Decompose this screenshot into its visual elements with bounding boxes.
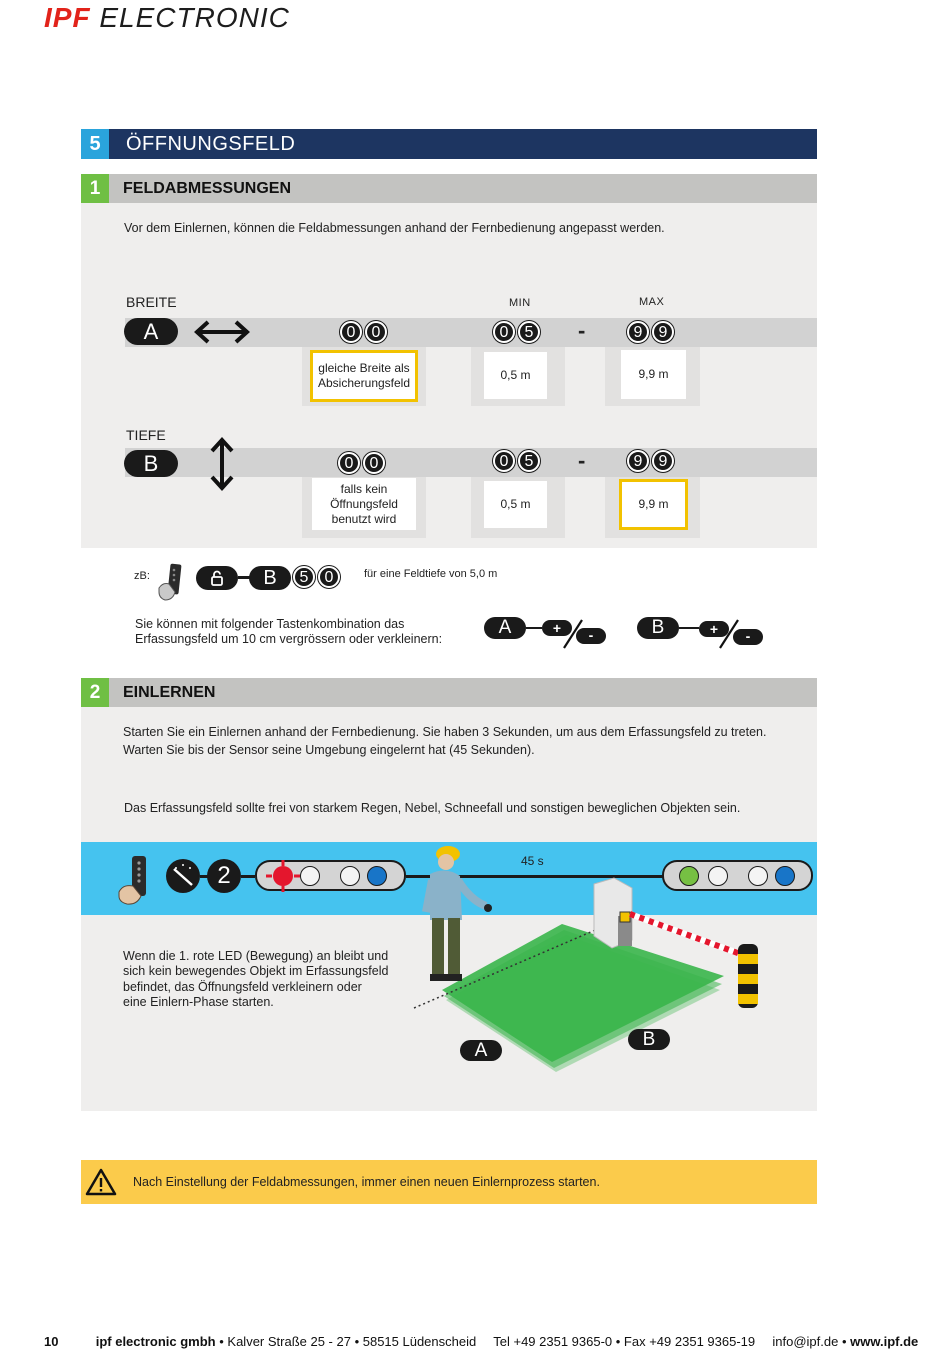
footer-phone: Tel +49 2351 9365-0 • Fax +49 2351 9365-19	[493, 1334, 756, 1349]
remote-control-icon	[117, 854, 155, 906]
unlock-key	[196, 566, 238, 590]
digit-key: 0	[493, 321, 515, 343]
range-dash: -	[578, 318, 586, 343]
tiefe-label: TIEFE	[126, 427, 166, 443]
note-line3: befindet, das Öffnungsfeld verkleinern oder	[123, 980, 362, 994]
combo-plus-key: +	[699, 621, 729, 637]
einlernen-conditions-text: Das Erfassungsfeld sollte frei von starkem Regen, Nebel, Schneefall und sonstigen beweglichen Objekten sein.	[124, 801, 741, 815]
digit-key: 9	[627, 321, 649, 343]
subsection-header-feldabmessungen	[81, 174, 817, 203]
warning-triangle-icon	[85, 1168, 117, 1196]
combo-minus-key: -	[576, 628, 606, 644]
page-number: 10	[44, 1334, 59, 1349]
connector-line	[526, 627, 542, 629]
warning-text: Nach Einstellung der Feldabmessungen, immer einen neuen Einlernprozess starten.	[133, 1175, 600, 1189]
double-arrow-vertical-icon	[209, 437, 235, 491]
note-line2: sich kein bewegendes Objekt im Erfassungsfeld	[123, 964, 389, 978]
min-value-box-b: 0,5 m	[484, 481, 547, 528]
blue-led	[367, 866, 387, 886]
step-key: 2	[207, 859, 241, 893]
digit-key: 9	[627, 450, 649, 472]
range-dash: -	[578, 448, 586, 473]
combo-minus-key: -	[733, 629, 763, 645]
max-value-box-b: 9,9 m	[619, 479, 688, 530]
connector-line	[241, 875, 255, 878]
key-b-button: B	[124, 450, 178, 477]
footer-email[interactable]: info@ipf.de	[772, 1334, 839, 1349]
subsection-number: 1	[81, 174, 109, 203]
field-label-b: B	[628, 1029, 670, 1050]
company-logo: IPF ELECTRONIC	[44, 2, 290, 33]
unlock-icon	[210, 570, 224, 586]
default-value-box-b: falls kein Öffnungsfeld benutzt wird	[312, 478, 416, 530]
footer-web[interactable]: www.ipf.de	[850, 1334, 919, 1349]
section-header	[81, 129, 817, 159]
feldabmessungen-panel	[81, 203, 817, 548]
led-off	[340, 866, 360, 886]
subsection-number: 2	[81, 678, 109, 707]
example-caption: für eine Feldtiefe von 5,0 m	[364, 568, 498, 580]
worker-icon	[426, 846, 492, 981]
field-label-a: A	[460, 1040, 502, 1061]
timer-label: 45 s	[521, 854, 544, 868]
warning-box	[81, 1160, 817, 1204]
slash-separator	[560, 618, 586, 650]
digit-key: 0	[318, 566, 340, 588]
digit-key: 9	[652, 321, 674, 343]
blink-rays-icon	[266, 860, 300, 892]
breite-label: BREITE	[126, 294, 177, 310]
max-value-box-a: 9,9 m	[621, 350, 686, 399]
digit-key: 5	[293, 566, 315, 588]
note-line4: eine Einlern-Phase starten.	[123, 995, 274, 1009]
double-arrow-horizontal-icon	[194, 320, 250, 344]
stopwatch-key	[166, 859, 200, 893]
einlernen-text-line1: Starten Sie ein Einlernen anhand der Fernbedienung. Sie haben 3 Sekunden, um aus dem Erfassungsfeld zu treten.	[123, 725, 767, 739]
example-prefix: zB:	[134, 570, 150, 582]
stopwatch-icon	[166, 859, 200, 893]
min-label: MIN	[509, 297, 531, 309]
section-title: ÖFFNUNGSFELD	[126, 133, 296, 155]
subsection-header-einlernen	[81, 678, 817, 707]
combo-key-a: A	[484, 617, 526, 639]
footer-company: ipf electronic gmbh	[95, 1334, 216, 1349]
digit-key: 5	[518, 450, 540, 472]
note-line1: Wenn die 1. rote LED (Bewegung) an bleibt und	[123, 949, 389, 963]
subsection-title: EINLERNEN	[123, 684, 216, 701]
slash-separator	[716, 618, 742, 650]
max-label: MAX	[639, 296, 665, 308]
section-number: 5	[81, 129, 109, 159]
digit-key: 9	[652, 450, 674, 472]
detection-field-illustration	[400, 840, 780, 1080]
default-value-box-a: gleiche Breite als Absicherungsfeld	[310, 350, 418, 402]
combo-text-line2: Erfassungsfeld um 10 cm vergrössern oder verkleinern:	[135, 632, 443, 646]
example-key-b: B	[249, 566, 291, 590]
led-off	[300, 866, 320, 886]
digit-key: 5	[518, 321, 540, 343]
subsection-title: FELDABMESSUNGEN	[123, 180, 292, 197]
connector-line	[679, 627, 699, 629]
digit-key: 0	[363, 452, 385, 474]
remote-control-icon	[155, 562, 187, 602]
combo-plus-key: +	[542, 620, 572, 636]
combo-text-line1: Sie können mit folgender Tastenkombination das	[135, 617, 405, 631]
min-value-box-a: 0,5 m	[484, 352, 547, 399]
key-a-button: A	[124, 318, 178, 345]
intro-text: Vor dem Einlernen, können die Feldabmessungen anhand der Fernbedienung angepasst werden.	[124, 221, 665, 235]
digit-key: 0	[493, 450, 515, 472]
einlernen-text-line2: Warten Sie bis der Sensor seine Umgebung eingelernt hat (45 Sekunden).	[123, 743, 535, 757]
digit-key: 0	[340, 321, 362, 343]
page-footer: 10 ipf electronic gmbh • Kalver Straße 25 - 27 • 58515 Lüdenscheid Tel +49 2351 9365-0 • Fax +49 2351 9365-19 info@ipf.de • www.ipf.de	[44, 1334, 919, 1349]
digit-key: 0	[365, 321, 387, 343]
digit-key: 0	[338, 452, 360, 474]
footer-address: • Kalver Straße 25 - 27 • 58515 Lüdenscheid	[215, 1334, 477, 1349]
combo-key-b: B	[637, 617, 679, 639]
